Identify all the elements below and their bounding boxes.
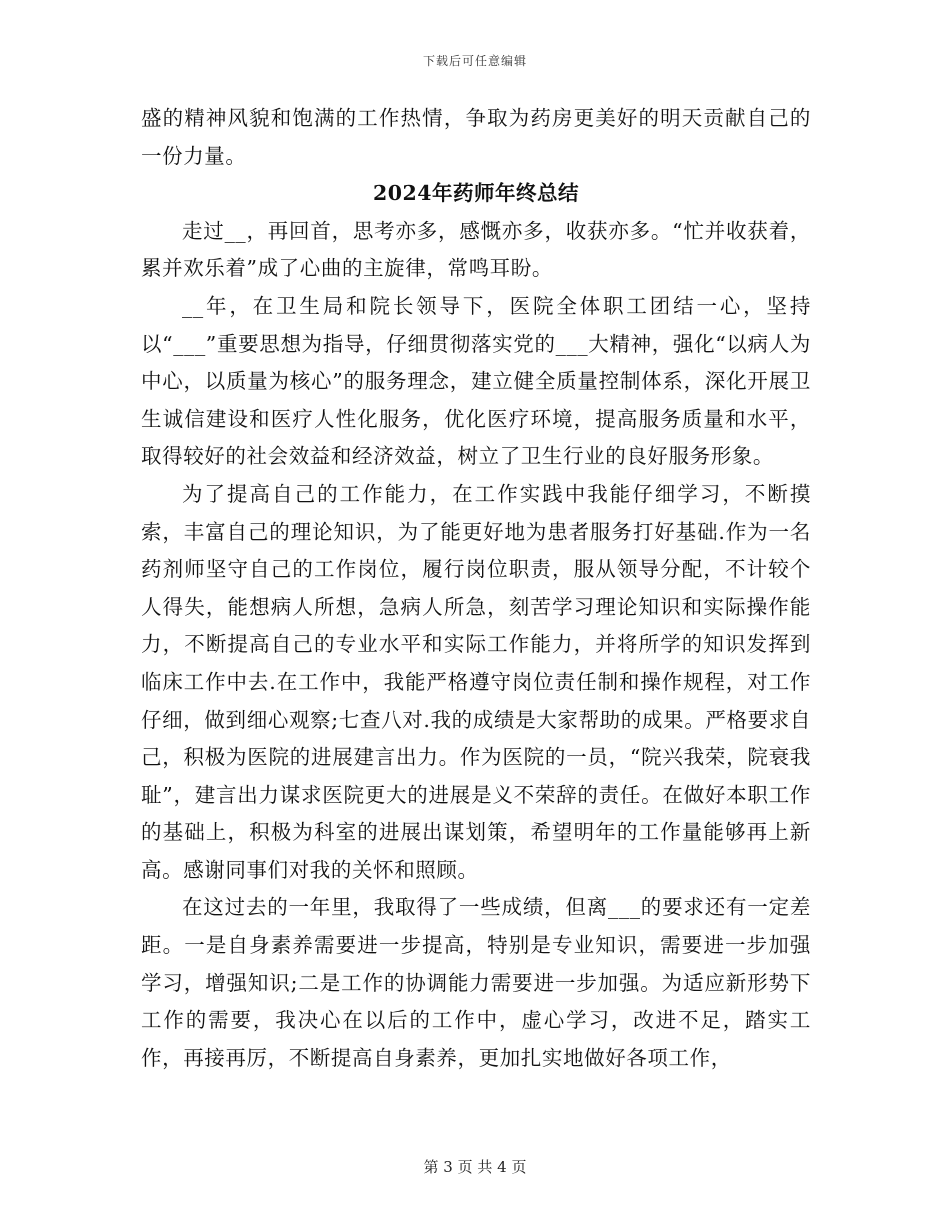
page-number: 第 3 页 共 4 页 — [423, 1158, 527, 1176]
paragraph-3: 为了提高自己的工作能力，在工作实践中我能仔细学习，不断摸索，丰富自己的理论知识，为了能更好地为患者服务打好基础.作为一名药剂师坚守自己的工作岗位，履行岗位职责，服从领导分配，不计较个人得失，能想病人所想，急病人所急，刻苦学习理论知识和实际操作能力，不断提高自己的专业水平和实际工作能力，并将所学的知识发挥到临床工作中去.在工作中，我能严格遵守岗位责任制和操作规程，对工作仔细，做到细心观察;七查八对.我的成绩是大家帮助的成果。严格要求自己，积极为医院的进展建言出力。作为医院的一员，“院兴我荣，院衰我耻”，建言出力谋求医院更大的进展是义不荣辞的责任。在做好本职工作的基础上，积极为科室的进展出谋划策，希望明年的工作量能够再上新高。感谢同事们对我的关怀和照顾。 — [141, 481, 811, 882]
document-title: 2024年药师年终总结 — [372, 181, 580, 206]
paragraph-1: 走过__，再回首，思考亦多，感慨亦多，收获亦多。“忙并收获着，累并欢乐着”成了心曲的主旋律，常鸣耳盼。 — [141, 218, 811, 281]
page-header-note: 下载后可任意编辑 — [422, 54, 527, 68]
lead-paragraph: 盛的精神风貌和饱满的工作热情，争取为药房更美好的明天贡献自己的一份力量。 — [141, 106, 811, 168]
paragraph-4: 在这过去的一年里，我取得了一些成绩，但离___的要求还有一定差距。一是自身素养需要进一步提高，特别是专业知识，需要进一步加强学习，增强知识;二是工作的协调能力需要进一步加强。为适应新形势下工作的需要，我决心在以后的工作中，虚心学习，改进不足，踏实工作，再接再厉，不断提高自身素养，更加扎实地做好各项工作， — [141, 895, 811, 1070]
document-body — [141, 100, 811, 1077]
paragraph-2: __年，在卫生局和院长领导下，医院全体职工团结一心，坚持以“___”重要思想为指导，仔细贯彻落实党的___大精神，强化“以病人为中心，以质量为核心”的服务理念，建立健全质量控制体系，深化开展卫生诚信建设和医疗人性化服务，优化医疗环境，提高服务质量和水平，取得较好的社会效益和经济效益，树立了卫生行业的良好服务形象。 — [141, 293, 811, 469]
